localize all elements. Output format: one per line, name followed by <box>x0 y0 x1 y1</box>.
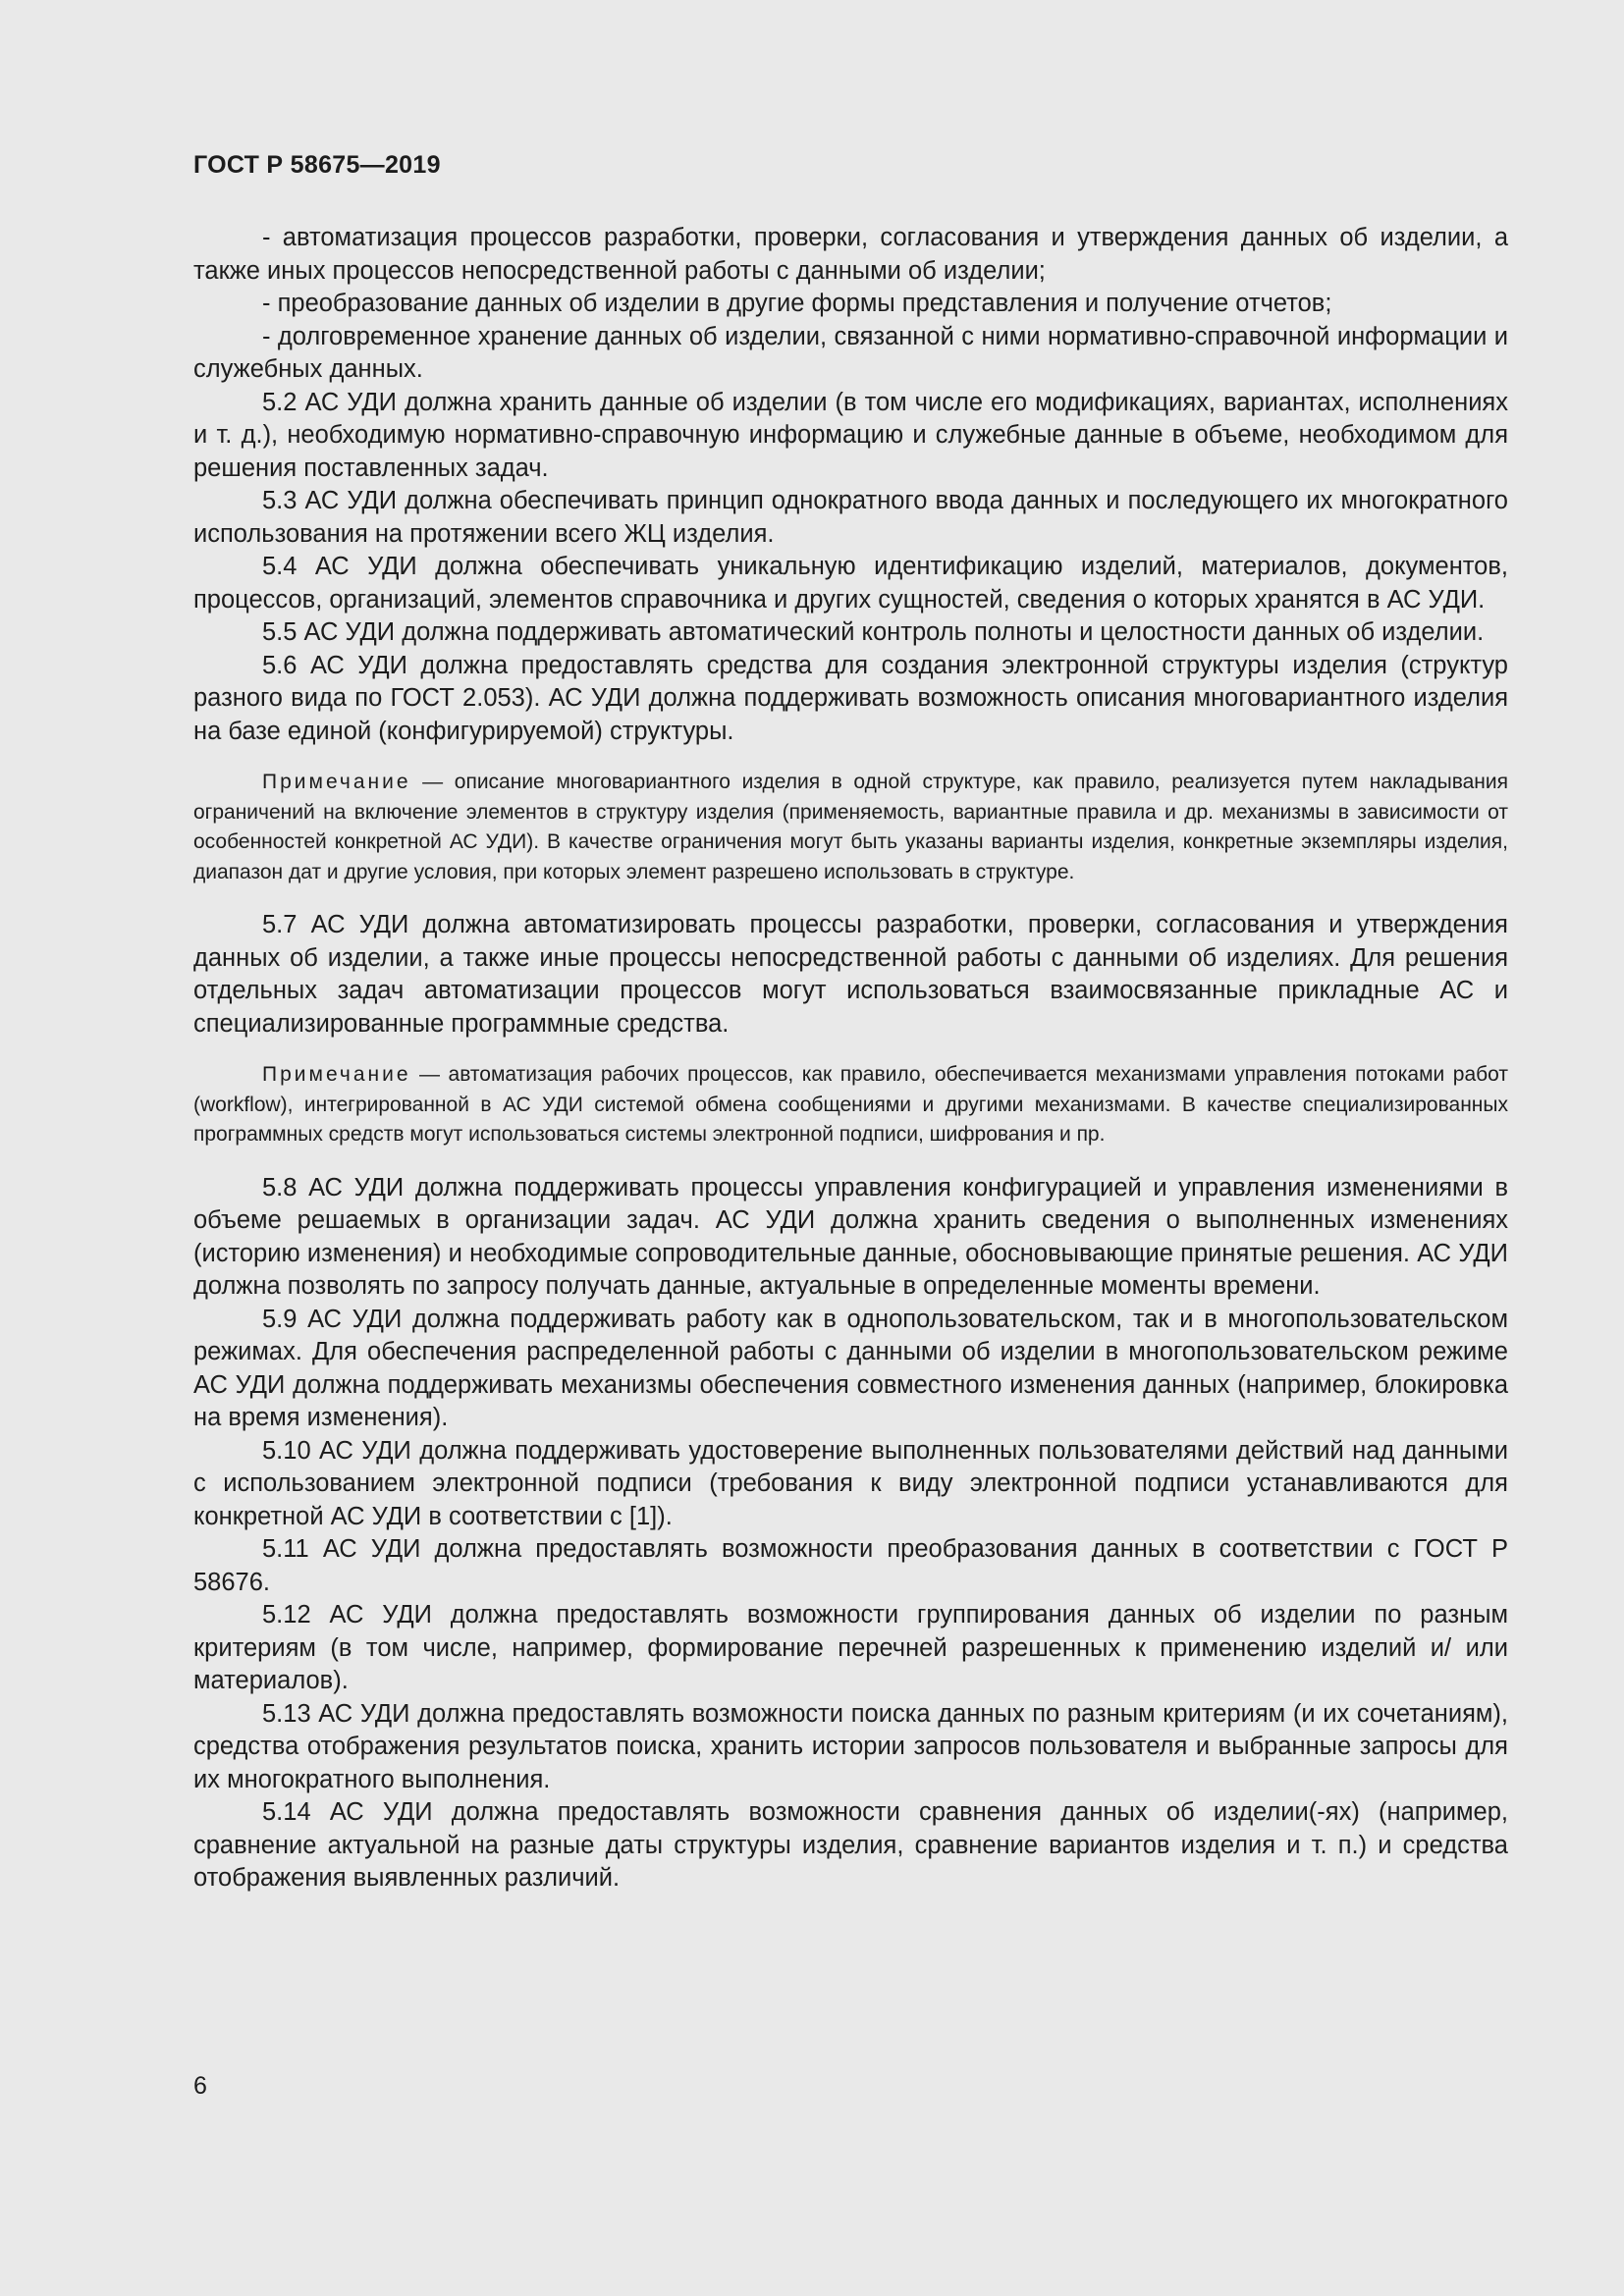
page-number: 6 <box>193 2072 207 2100</box>
clause-5-8: 5.8 АС УДИ должна поддерживать процессы управления конфигурацией и управления изменениями в объеме решаемых в организации задач. АС УДИ должна хранить сведения о выполненных изменениях (историю изменения) и необходимые сопроводительные данные, обосновывающие принятые решения. АС УДИ должна позволять по запросу получать данные, актуальные в определенные моменты времени. <box>193 1173 1508 1300</box>
clause-5-10: 5.10 АС УДИ должна поддерживать удостоверение выполненных пользователями действий над данными с использованием электронной подписи (требования к виду электронной подписи устанавливаются для конкретной АС УДИ в соответствии с [1]). <box>193 1436 1508 1530</box>
note-label: Примечание <box>262 771 411 793</box>
note-text: — описание многовариантного изделия в одной структуре, как правило, реализуется путем накладывания ограничений на включение элементов в структуру изделия (применяемость, вариантные правила и др. механизмы в зависимости от особенностей конкретной АС УДИ). В качестве ограничения могут быть указаны варианты изделия, конкретные экземпляры изделия, диапазон дат и другие условия, при которых элемент разрешено использовать в структуре. <box>193 771 1508 883</box>
document-header: ГОСТ Р 58675—2019 <box>193 151 441 179</box>
clause-5-3: 5.3 АС УДИ должна обеспечивать принцип однократного ввода данных и последующего их многократного использования на протяжении всего ЖЦ изделия. <box>193 487 1508 548</box>
clause-5-2: 5.2 АС УДИ должна хранить данные об изделии (в том числе его модификациях, вариантах, исполнениях и т. д.), необходимую нормативно-справочную информацию и служебные данные в объеме, необходимом для решения поставленных задач. <box>193 388 1508 482</box>
clause-5-13: 5.13 АС УДИ должна предоставлять возможности поиска данных по разным критериям (и их сочетаниям), средства отображения результатов поиска, хранить истории запросов пользователя и выбранные запросы для их многократного выполнения. <box>193 1699 1508 1793</box>
document-body <box>193 222 1508 1896</box>
clause-5-7: 5.7 АС УДИ должна автоматизировать процессы разработки, проверки, согласования и утверждения данных об изделии, а также иные процессы непосредственной работы с данными об изделиях. Для решения отдельных задач автоматизации процессов могут использоваться взаимосвязанные прикладные АС и специализированные программные средства. <box>193 911 1508 1038</box>
list-item: - автоматизация процессов разработки, проверки, согласования и утверждения данных об изделии, а также иных процессов непосредственной работы с данными об изделии; <box>193 224 1508 285</box>
note-1 <box>193 768 1508 887</box>
clause-5-9: 5.9 АС УДИ должна поддерживать работу как в однопользовательском, так и в многопользовательском режимах. Для обеспечения распределенной работы с данными об изделии в многопользовательском режиме АС УДИ должна поддерживать механизмы обеспечения совместного изменения данных (например, блокировка на время изменения). <box>193 1305 1508 1431</box>
note-2 <box>193 1060 1508 1150</box>
clause-5-5: 5.5 АС УДИ должна поддерживать автоматический контроль полноты и целостности данных об изделии. <box>262 618 1485 646</box>
list-item: - долговременное хранение данных об изделии, связанной с ними нормативно-справочной информации и служебных данных. <box>193 322 1508 383</box>
clause-5-14: 5.14 АС УДИ должна предоставлять возможности сравнения данных об изделии(-ях) (например, сравнение актуальной на разные даты структуры изделия, сравнение вариантов изделия и т. п.) и средства отображения выявленных различий. <box>193 1798 1508 1892</box>
clause-5-11: 5.11 АС УДИ должна предоставлять возможности преобразования данных в соответствии с ГОСТ Р 58676. <box>193 1535 1508 1596</box>
note-text: — автоматизация рабочих процессов, как правило, обеспечивается механизмами управления потоками работ (workflow), интегрированной в АС УДИ системой обмена сообщениями и другими механизмами. В качестве специализированных программных средств могут использоваться системы электронной подписи, шифрования и пр. <box>193 1063 1508 1146</box>
clause-5-6: 5.6 АС УДИ должна предоставлять средства для создания электронной структуры изделия (структур разного вида по ГОСТ 2.053). АС УДИ должна поддерживать возможность описания многовариантного изделия на базе единой (конфигурируемой) структуры. <box>193 651 1508 745</box>
list-item: - преобразование данных об изделии в другие формы представления и получение отчетов; <box>262 290 1332 317</box>
clause-5-12: 5.12 АС УДИ должна предоставлять возможности группирования данных об изделии по разным критериям (в том числе, например, формирование перечней разрешенных к применению изделий и/ или материалов). <box>193 1601 1508 1694</box>
clause-5-4: 5.4 АС УДИ должна обеспечивать уникальную идентификацию изделий, материалов, документов, процессов, организаций, элементов справочника и других сущностей, сведения о которых хранятся в АС УДИ. <box>193 553 1508 614</box>
note-label: Примечание <box>262 1063 411 1086</box>
